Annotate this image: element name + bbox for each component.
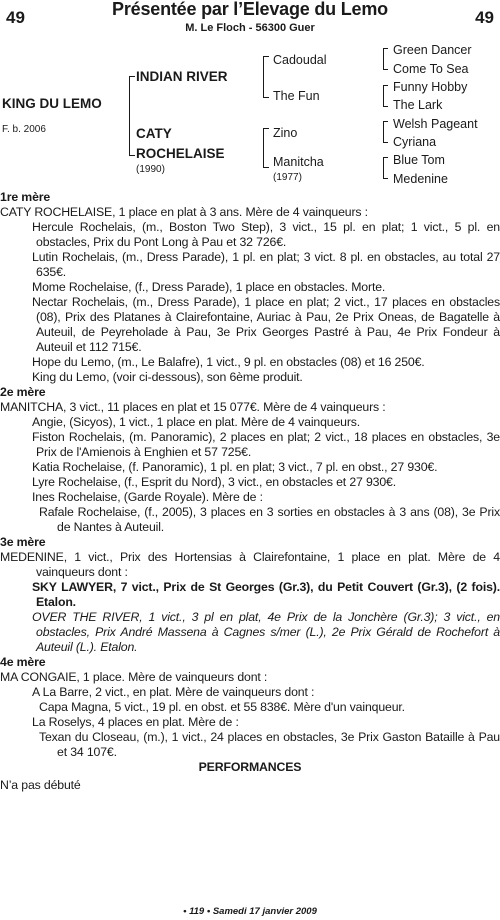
offspring-entry: Nectar Rochelais, (m., Dress Parade), 1 place en plat; 2 vict., 17 places en obstacles (08), Prix des Platanes à Clairefontaine, Auriac à Pau, 2e Prix Oneas, de Bagatelle à Auteuil, de Peyreholade à Pau, 3e Prix Georges Pastré à Pau, 4e Prix Fondeur à Auteuil et 112 715€.	[32, 295, 500, 354]
section-1-intro: CATY ROCHELAISE, 1 place en plat à 3 ans. Mère de 4 vainqueurs :	[0, 205, 368, 219]
section-4-intro: MA CONGAIE, 1 place. Mère de vainqueurs dont :	[0, 670, 268, 684]
sire-name: INDIAN RIVER	[136, 69, 228, 84]
offspring-entry: Mome Rochelaise, (f., Dress Parade), 1 place en obstacles. Morte.	[32, 280, 386, 294]
dam-dam: Manitcha	[273, 155, 324, 169]
section-3-title: 3e mère	[0, 535, 46, 549]
ggp-4: The Lark	[393, 98, 443, 112]
dam-name-line1: CATY	[136, 126, 172, 141]
offspring-entry: King du Lemo, (voir ci-dessous), son 6ème produit.	[32, 370, 303, 384]
section-2-title: 2e mère	[0, 385, 46, 399]
offspring-entry: Rafale Rochelaise, (f., 2005), 3 places en 3 sorties en obstacles à 3 ans (08), 3e Prix de Nantes à Auteuil.	[39, 505, 500, 534]
bracket-gen3-2	[383, 85, 388, 107]
ggp-7: Blue Tom	[393, 153, 445, 167]
sire-sire: Cadoudal	[273, 53, 327, 67]
lot-number-right: 49	[475, 8, 494, 27]
performances-text: N’a pas débuté	[0, 778, 81, 792]
page-title: Présentée par l’Elevage du Lemo	[112, 0, 388, 19]
offspring-entry: Hope du Lemo, (m., Le Balafre), 1 vict., 9 pl. en obstacles (08) et 16 250€.	[32, 355, 425, 369]
bracket-gen3-1	[383, 48, 388, 70]
dam-dam-year: (1977)	[273, 172, 302, 183]
offspring-entry: Capa Magna, 5 vict., 19 pl. en obst. et 55 838€. Mère d'un vainqueur.	[39, 700, 405, 714]
sire-dam: The Fun	[273, 89, 320, 103]
ggp-1: Green Dancer	[393, 43, 472, 57]
ggp-8: Medenine	[393, 172, 448, 186]
pedigree-notes	[0, 190, 500, 793]
horse-info: F. b. 2006	[2, 124, 46, 135]
offspring-entry: OVER THE RIVER, 1 vict., 3 pl en plat, 4e Prix de la Jonchère (Gr.3); 3 vict., en obstacles, Prix André Massena à Cagnes s/mer (L.), 2e Prix Gérald de Rochefort à Auteuil (L.). Etalon.	[32, 610, 500, 654]
offspring-entry: La Roselys, 4 places en plat. Mère de :	[32, 715, 239, 729]
bracket-gen3-4	[383, 157, 388, 179]
page-subtitle: M. Le Floch - 56300 Guer	[185, 22, 315, 34]
offspring-entry: Lutin Rochelais, (m., Dress Parade), 1 pl. en plat; 3 vict. 8 pl. en obstacles, au total 27 635€.	[32, 250, 500, 279]
offspring-entry: Ines Rochelaise, (Garde Royale). Mère de :	[32, 490, 263, 504]
offspring-entry: Lyre Rochelaise, (f., Esprit du Nord), 3 vict., en obstacles et 27 930€.	[32, 475, 396, 489]
lot-number-left: 49	[6, 8, 25, 27]
offspring-entry: SKY LAWYER, 7 vict., Prix de St Georges (Gr.3), du Petit Couvert (Gr.3), (2 fois). Etalon.	[32, 580, 500, 609]
bracket-gen2-sire	[263, 56, 269, 98]
dam-name-line2: ROCHELAISE	[136, 146, 225, 161]
section-1-title: 1re mère	[0, 190, 51, 204]
offspring-entry: Katia Rochelaise, (f. Panoramic), 1 pl. en plat; 3 vict., 7 pl. en obst., 27 930€.	[32, 460, 438, 474]
ggp-2: Come To Sea	[393, 62, 469, 76]
dam-sire: Zino	[273, 126, 298, 140]
section-4-title: 4e mère	[0, 655, 46, 669]
bracket-gen1	[129, 76, 135, 156]
offspring-entry: A La Barre, 2 vict., en plat. Mère de vainqueurs dont :	[32, 685, 315, 699]
ggp-5: Welsh Pageant	[393, 117, 478, 131]
offspring-entry: Hercule Rochelais, (m., Boston Two Step), 3 vict., 15 pl. en plat; 1 vict., 5 pl. en obstacles, Prix du Pont Long à Pau et 32 726€.	[32, 220, 500, 249]
section-3-intro: MEDENINE, 1 vict., Prix des Hortensias à Clairefontaine, 1 place en plat. Mère de 4 vainqueurs dont :	[0, 550, 500, 579]
offspring-entry: Texan du Closeau, (m.), 1 vict., 24 places en obstacles, 3e Prix Gaston Bataille à Pau et 34 107€.	[39, 730, 500, 759]
offspring-entry: Fiston Rochelais, (m. Panoramic), 2 places en plat; 2 vict., 18 places en obstacles, 3e Prix de l'Amienois à Enghien et 57 725€.	[32, 430, 500, 459]
ggp-3: Funny Hobby	[393, 80, 468, 94]
performances-title: PERFORMANCES	[198, 760, 302, 774]
section-2-intro: MANITCHA, 3 vict., 11 places en plat et 15 077€. Mère de 4 vainqueurs :	[0, 400, 386, 414]
horse-name: KING DU LEMO	[2, 96, 102, 111]
offspring-entry: Angie, (Sicyos), 1 vict., 1 place en plat. Mère de 4 vainqueurs.	[32, 415, 361, 429]
ggp-6: Cyriana	[393, 135, 437, 149]
page-footer: • 119 • Samedi 17 janvier 2009	[183, 906, 317, 917]
dam-year: (1990)	[136, 164, 165, 175]
bracket-gen3-3	[383, 121, 388, 143]
bracket-gen2-dam	[263, 128, 269, 168]
